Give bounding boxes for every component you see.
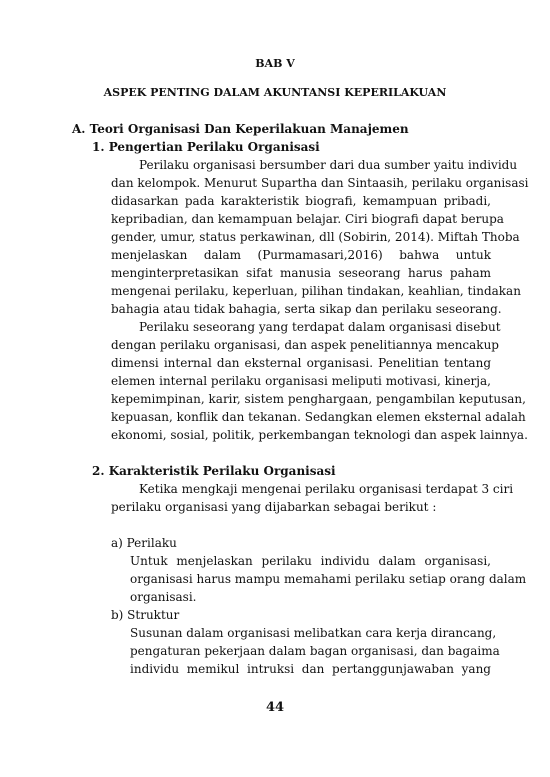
list-item-a-label: a) Perilaku — [111, 536, 177, 550]
paragraph-line: menjelaskan dalam (Purmamasari,2016) bahwa untuk — [111, 248, 491, 262]
paragraph-line: organisasi harus mampu memahami perilaku setiap orang dalam — [130, 572, 527, 586]
paragraph-line: pengaturan pekerjaan dalam bagan organisasi, dan bagaima — [130, 644, 500, 658]
paragraph-line: ekonomi, sosial, politik, perkembangan teknologi dan aspek lainnya. — [111, 428, 528, 442]
paragraph-line: Susunan dalam organisasi melibatkan cara kerja dirancang, — [130, 626, 497, 640]
section-a-heading: A. Teori Organisasi Dan Keperilakuan Manajemen — [72, 122, 409, 136]
subsection-2-heading: 2. Karakteristik Perilaku Organisasi — [92, 464, 336, 478]
paragraph-line: kepemimpinan, karir, sistem penghargaan, pengambilan keputusan, — [111, 392, 526, 406]
paragraph-line: Ketika mengkaji mengenai perilaku organisasi terdapat 3 ciri — [139, 482, 514, 496]
chapter-heading: BAB V — [255, 57, 295, 70]
paragraph-line: perilaku organisasi yang dijabarkan sebagai berikut : — [111, 500, 437, 514]
paragraph-line: dan kelompok. Menurut Supartha dan Sintaasih, perilaku organisasi — [111, 176, 529, 190]
paragraph-line: Perilaku organisasi bersumber dari dua sumber yaitu individu — [139, 158, 518, 172]
paragraph-line: dengan perilaku organisasi, dan aspek penelitiannya mencakup — [111, 338, 499, 352]
paragraph-line: dimensi internal dan eksternal organisasi. Penelitian tentang — [111, 356, 491, 370]
paragraph-line: elemen internal perilaku organisasi meliputi motivasi, kinerja, — [111, 374, 491, 388]
paragraph-line: Perilaku seseorang yang terdapat dalam organisasi disebut — [139, 320, 501, 334]
paragraph-line: Untuk menjelaskan perilaku individu dalam organisasi, — [130, 554, 491, 568]
list-item-b-label: b) Struktur — [111, 608, 180, 622]
paragraph-line: menginterpretasikan sifat manusia seseorang harus paham — [111, 266, 491, 280]
paragraph-line: gender, umur, status perkawinan, dll (Sobirin, 2014). Miftah Thoba — [111, 230, 520, 244]
paragraph-line: bahagia atau tidak bahagia, serta sikap dan perilaku seseorang. — [111, 302, 502, 316]
paragraph-line: kepribadian, dan kemampuan belajar. Ciri biografi dapat berupa — [111, 212, 504, 226]
page-number: 44 — [265, 700, 285, 715]
paragraph-line: organisasi. — [130, 590, 197, 604]
subsection-1-heading: 1. Pengertian Perilaku Organisasi — [92, 140, 320, 154]
paragraph-line: mengenai perilaku, keperluan, pilihan tindakan, keahlian, tindakan — [111, 284, 521, 298]
chapter-title: ASPEK PENTING DALAM AKUNTANSI KEPERILAKUAN — [103, 86, 447, 99]
paragraph-line: didasarkan pada karakteristik biografi, kemampuan pribadi, — [111, 194, 491, 208]
paragraph-line: kepuasan, konflik dan tekanan. Sedangkan elemen eksternal adalah — [111, 410, 526, 424]
paragraph-line: individu memikul intruksi dan pertanggunjawaban yang — [130, 662, 491, 676]
